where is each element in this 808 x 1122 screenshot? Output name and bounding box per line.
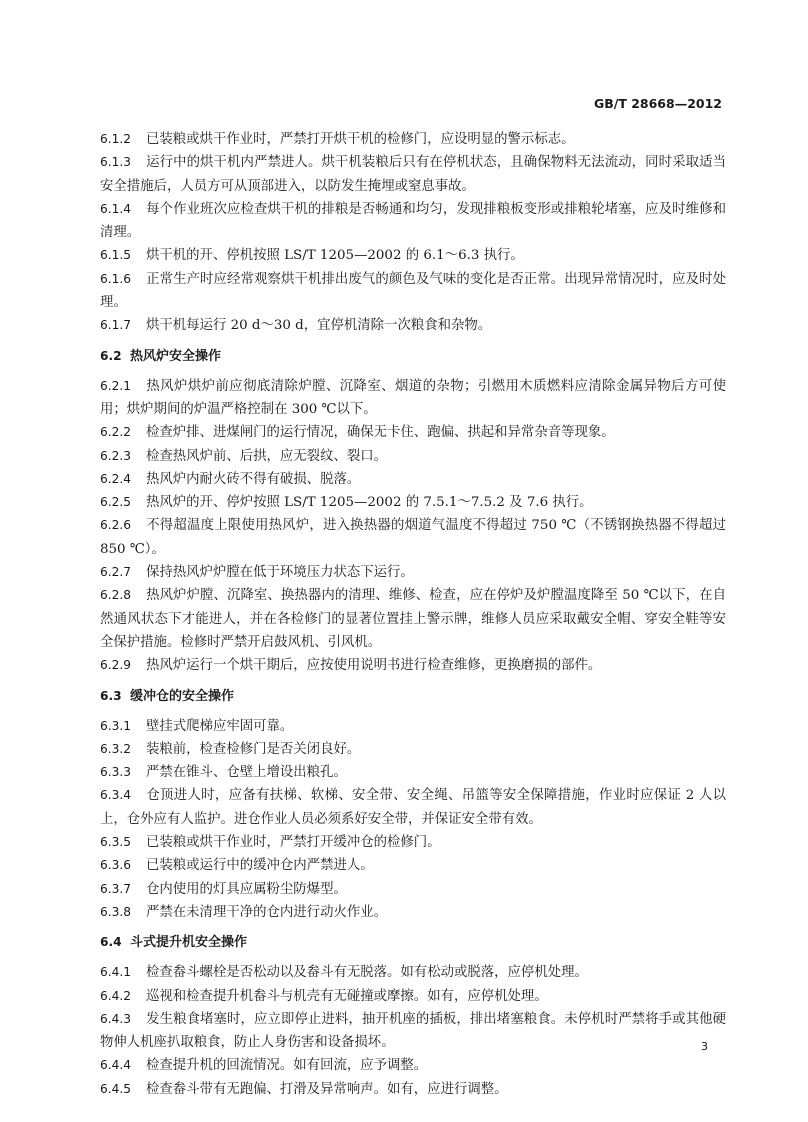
clause-text: 每个作业班次应检查烘干机的排粮是否畅通和均匀，发现排粮板变形或排粮轮堵塞，应及时维修和清理。 bbox=[100, 201, 726, 241]
clause-text: 仓内使用的灯具应属粉尘防爆型。 bbox=[146, 881, 347, 897]
clause-paragraph bbox=[100, 784, 726, 831]
clause-number: 6.3.1 bbox=[100, 718, 132, 733]
clause-number: 6.2.2 bbox=[100, 425, 132, 440]
clause-text: 热风炉炉膛、沉降室、换热器内的清理、维修、检查，应在停炉及炉膛温度降至 50 ℃以下，在自然通风状态下才能进人，并在各检修门的显著位置挂上警示牌，维修人员应采取戴安全帽、穿安全鞋等安全保护措施。检修时严禁开启鼓风机、引风机。 bbox=[100, 588, 726, 650]
clause-number: 6.4.1 bbox=[100, 965, 132, 980]
clause-paragraph bbox=[100, 654, 726, 677]
clause-text: 严禁在锥斗、仓壁上增设出粮孔。 bbox=[146, 765, 347, 781]
clause-paragraph bbox=[100, 514, 726, 561]
clause-text: 检查提升机的回流情况。如有回流，应予调整。 bbox=[146, 1058, 428, 1074]
clause-text: 热风炉内耐火砖不得有破损、脱落。 bbox=[146, 471, 361, 487]
clause-paragraph bbox=[100, 468, 726, 491]
clause-paragraph bbox=[100, 1054, 726, 1077]
clause-number: 6.1.4 bbox=[100, 201, 132, 216]
section-heading bbox=[100, 931, 726, 954]
clause-paragraph bbox=[100, 878, 726, 901]
clause-number: 6.2.5 bbox=[100, 495, 132, 510]
clause-text: 已装粮或烘干作业时，严禁打开烘干机的检修门，应设明显的警示标志。 bbox=[146, 132, 575, 147]
clause-number: 6.2.7 bbox=[100, 565, 132, 580]
clause-number: 6.3.3 bbox=[100, 765, 132, 780]
clause-paragraph bbox=[100, 715, 726, 738]
section-number: 6.4 bbox=[100, 935, 122, 950]
clause-number: 6.4.4 bbox=[100, 1058, 132, 1073]
clause-paragraph bbox=[100, 445, 726, 468]
clause-paragraph bbox=[100, 268, 726, 315]
clause-paragraph bbox=[100, 128, 726, 151]
clause-text: 已装粮或运行中的缓冲仓内严禁进人。 bbox=[146, 858, 374, 874]
clause-number: 6.1.2 bbox=[100, 132, 132, 146]
clause-text: 热风炉烘炉前应彻底清除炉膛、沉降室、烟道的杂物；引燃用木质燃料应清除金属异物后方可使用；烘炉期间的炉温严格控制在 300 ℃以下。 bbox=[100, 378, 726, 417]
section-number: 6.3 bbox=[100, 688, 122, 703]
clause-number: 6.3.7 bbox=[100, 881, 132, 896]
clause-text: 热风炉的开、停炉按照 LS/T 1205—2002 的 7.5.1～7.5.2 及 7.6 执行。 bbox=[146, 495, 593, 511]
clause-paragraph bbox=[100, 314, 726, 337]
section-title: 热风炉安全操作 bbox=[130, 348, 222, 364]
clause-text: 热风炉运行一个烘干期后，应按使用说明书进行检查维修，更换磨损的部件。 bbox=[146, 658, 602, 674]
clause-text: 巡视和检查提升机畚斗与机壳有无碰撞或摩擦。如有，应停机处理。 bbox=[146, 988, 548, 1004]
clause-paragraph bbox=[100, 985, 726, 1008]
clause-paragraph bbox=[100, 901, 726, 924]
clause-text: 烘干机的开、停机按照 LS/T 1205—2002 的 6.1～6.3 执行。 bbox=[146, 248, 524, 264]
standard-code-header: GB/T 28668—2012 bbox=[593, 96, 722, 111]
clause-paragraph bbox=[100, 561, 726, 584]
clause-number: 6.1.6 bbox=[100, 271, 132, 286]
clause-paragraph bbox=[100, 421, 726, 444]
clause-text: 已装粮或烘干作业时，严禁打开缓冲仓的检修门。 bbox=[146, 835, 441, 851]
clause-number: 6.3.2 bbox=[100, 741, 132, 756]
clause-paragraph bbox=[100, 1078, 726, 1101]
clause-text: 保持热风炉炉膛在低于环境压力状态下运行。 bbox=[146, 565, 414, 581]
clause-number: 6.1.5 bbox=[100, 248, 132, 263]
clause-paragraph bbox=[100, 831, 726, 854]
clause-paragraph bbox=[100, 375, 726, 422]
clause-number: 6.4.2 bbox=[100, 988, 132, 1003]
clause-paragraph bbox=[100, 198, 726, 245]
clause-paragraph bbox=[100, 854, 726, 877]
clause-paragraph bbox=[100, 584, 726, 654]
clause-text: 正常生产时应经常观察烘干机排出废气的颜色及气味的变化是否正常。出现异常情况时，应及时处理。 bbox=[100, 271, 726, 311]
clause-text: 检查炉排、进煤闸门的运行情况，确保无卡住、跑偏、拱起和异常杂音等现象。 bbox=[146, 425, 615, 441]
clause-number: 6.1.7 bbox=[100, 318, 132, 333]
clause-text: 仓顶进人时，应备有扶梯、软梯、安全带、安全绳、吊篮等安全保障措施，作业时应保证 2 人以上，仓外应有人监护。进仓作业人员必须系好安全带，并保证安全带有效。 bbox=[100, 788, 726, 827]
section-title: 斗式提升机安全操作 bbox=[130, 935, 248, 951]
clause-text: 不得超温度上限使用热风炉，进入换热器的烟道气温度不得超过 750 ℃（不锈钢换热器不得超过 850 ℃）。 bbox=[100, 518, 726, 557]
clause-paragraph bbox=[100, 1008, 726, 1055]
section-number: 6.2 bbox=[100, 348, 122, 363]
clause-text: 壁挂式爬梯应牢固可靠。 bbox=[146, 718, 294, 734]
clause-number: 6.3.6 bbox=[100, 858, 132, 873]
clause-paragraph bbox=[100, 761, 726, 784]
document-body bbox=[100, 128, 726, 1101]
clause-number: 6.2.4 bbox=[100, 471, 132, 486]
clause-paragraph bbox=[100, 961, 726, 984]
clause-number: 6.2.3 bbox=[100, 448, 132, 463]
clause-text: 装粮前，检查检修门是否关闭良好。 bbox=[146, 741, 361, 757]
clause-paragraph bbox=[100, 491, 726, 514]
section-title: 缓冲仓的安全操作 bbox=[130, 688, 235, 704]
page-number: 3 bbox=[701, 1040, 708, 1053]
section-heading bbox=[100, 345, 726, 368]
clause-number: 6.2.8 bbox=[100, 588, 132, 603]
clause-text: 运行中的烘干机内严禁进人。烘干机装粮后只有在停机状态，且确保物料无法流动，同时采取适当安全措施后，人员方可从顶部进入，以防发生掩埋或窒息事故。 bbox=[100, 155, 726, 194]
clause-text: 检查畚斗带有无跑偏、打滑及异常响声。如有，应进行调整。 bbox=[146, 1081, 508, 1097]
clause-paragraph bbox=[100, 244, 726, 267]
clause-number: 6.2.1 bbox=[100, 378, 132, 393]
clause-text: 严禁在未清理干净的仓内进行动火作业。 bbox=[146, 904, 388, 920]
clause-text: 发生粮食堵塞时，应立即停止进料，抽开机座的插板，排出堵塞粮食。未停机时严禁将手或其他硬物伸人机座扒取粮食，防止人身伤害和设备损坏。 bbox=[100, 1011, 726, 1051]
clause-number: 6.1.3 bbox=[100, 155, 132, 170]
clause-number: 6.3.4 bbox=[100, 788, 132, 803]
clause-paragraph bbox=[100, 738, 726, 761]
clause-number: 6.4.3 bbox=[100, 1011, 132, 1026]
clause-text: 烘干机每运行 20 d～30 d，宜停机清除一次粮食和杂物。 bbox=[146, 318, 492, 334]
clause-number: 6.2.6 bbox=[100, 518, 132, 533]
clause-paragraph bbox=[100, 151, 726, 198]
clause-number: 6.4.5 bbox=[100, 1081, 132, 1096]
section-heading bbox=[100, 685, 726, 708]
clause-number: 6.2.9 bbox=[100, 658, 132, 673]
clause-text: 检查热风炉前、后拱，应无裂纹、裂口。 bbox=[146, 448, 388, 464]
clause-number: 6.3.8 bbox=[100, 904, 132, 919]
clause-number: 6.3.5 bbox=[100, 835, 132, 850]
clause-text: 检查畚斗螺栓是否松动以及畚斗有无脱落。如有松动或脱落，应停机处理。 bbox=[146, 965, 588, 981]
